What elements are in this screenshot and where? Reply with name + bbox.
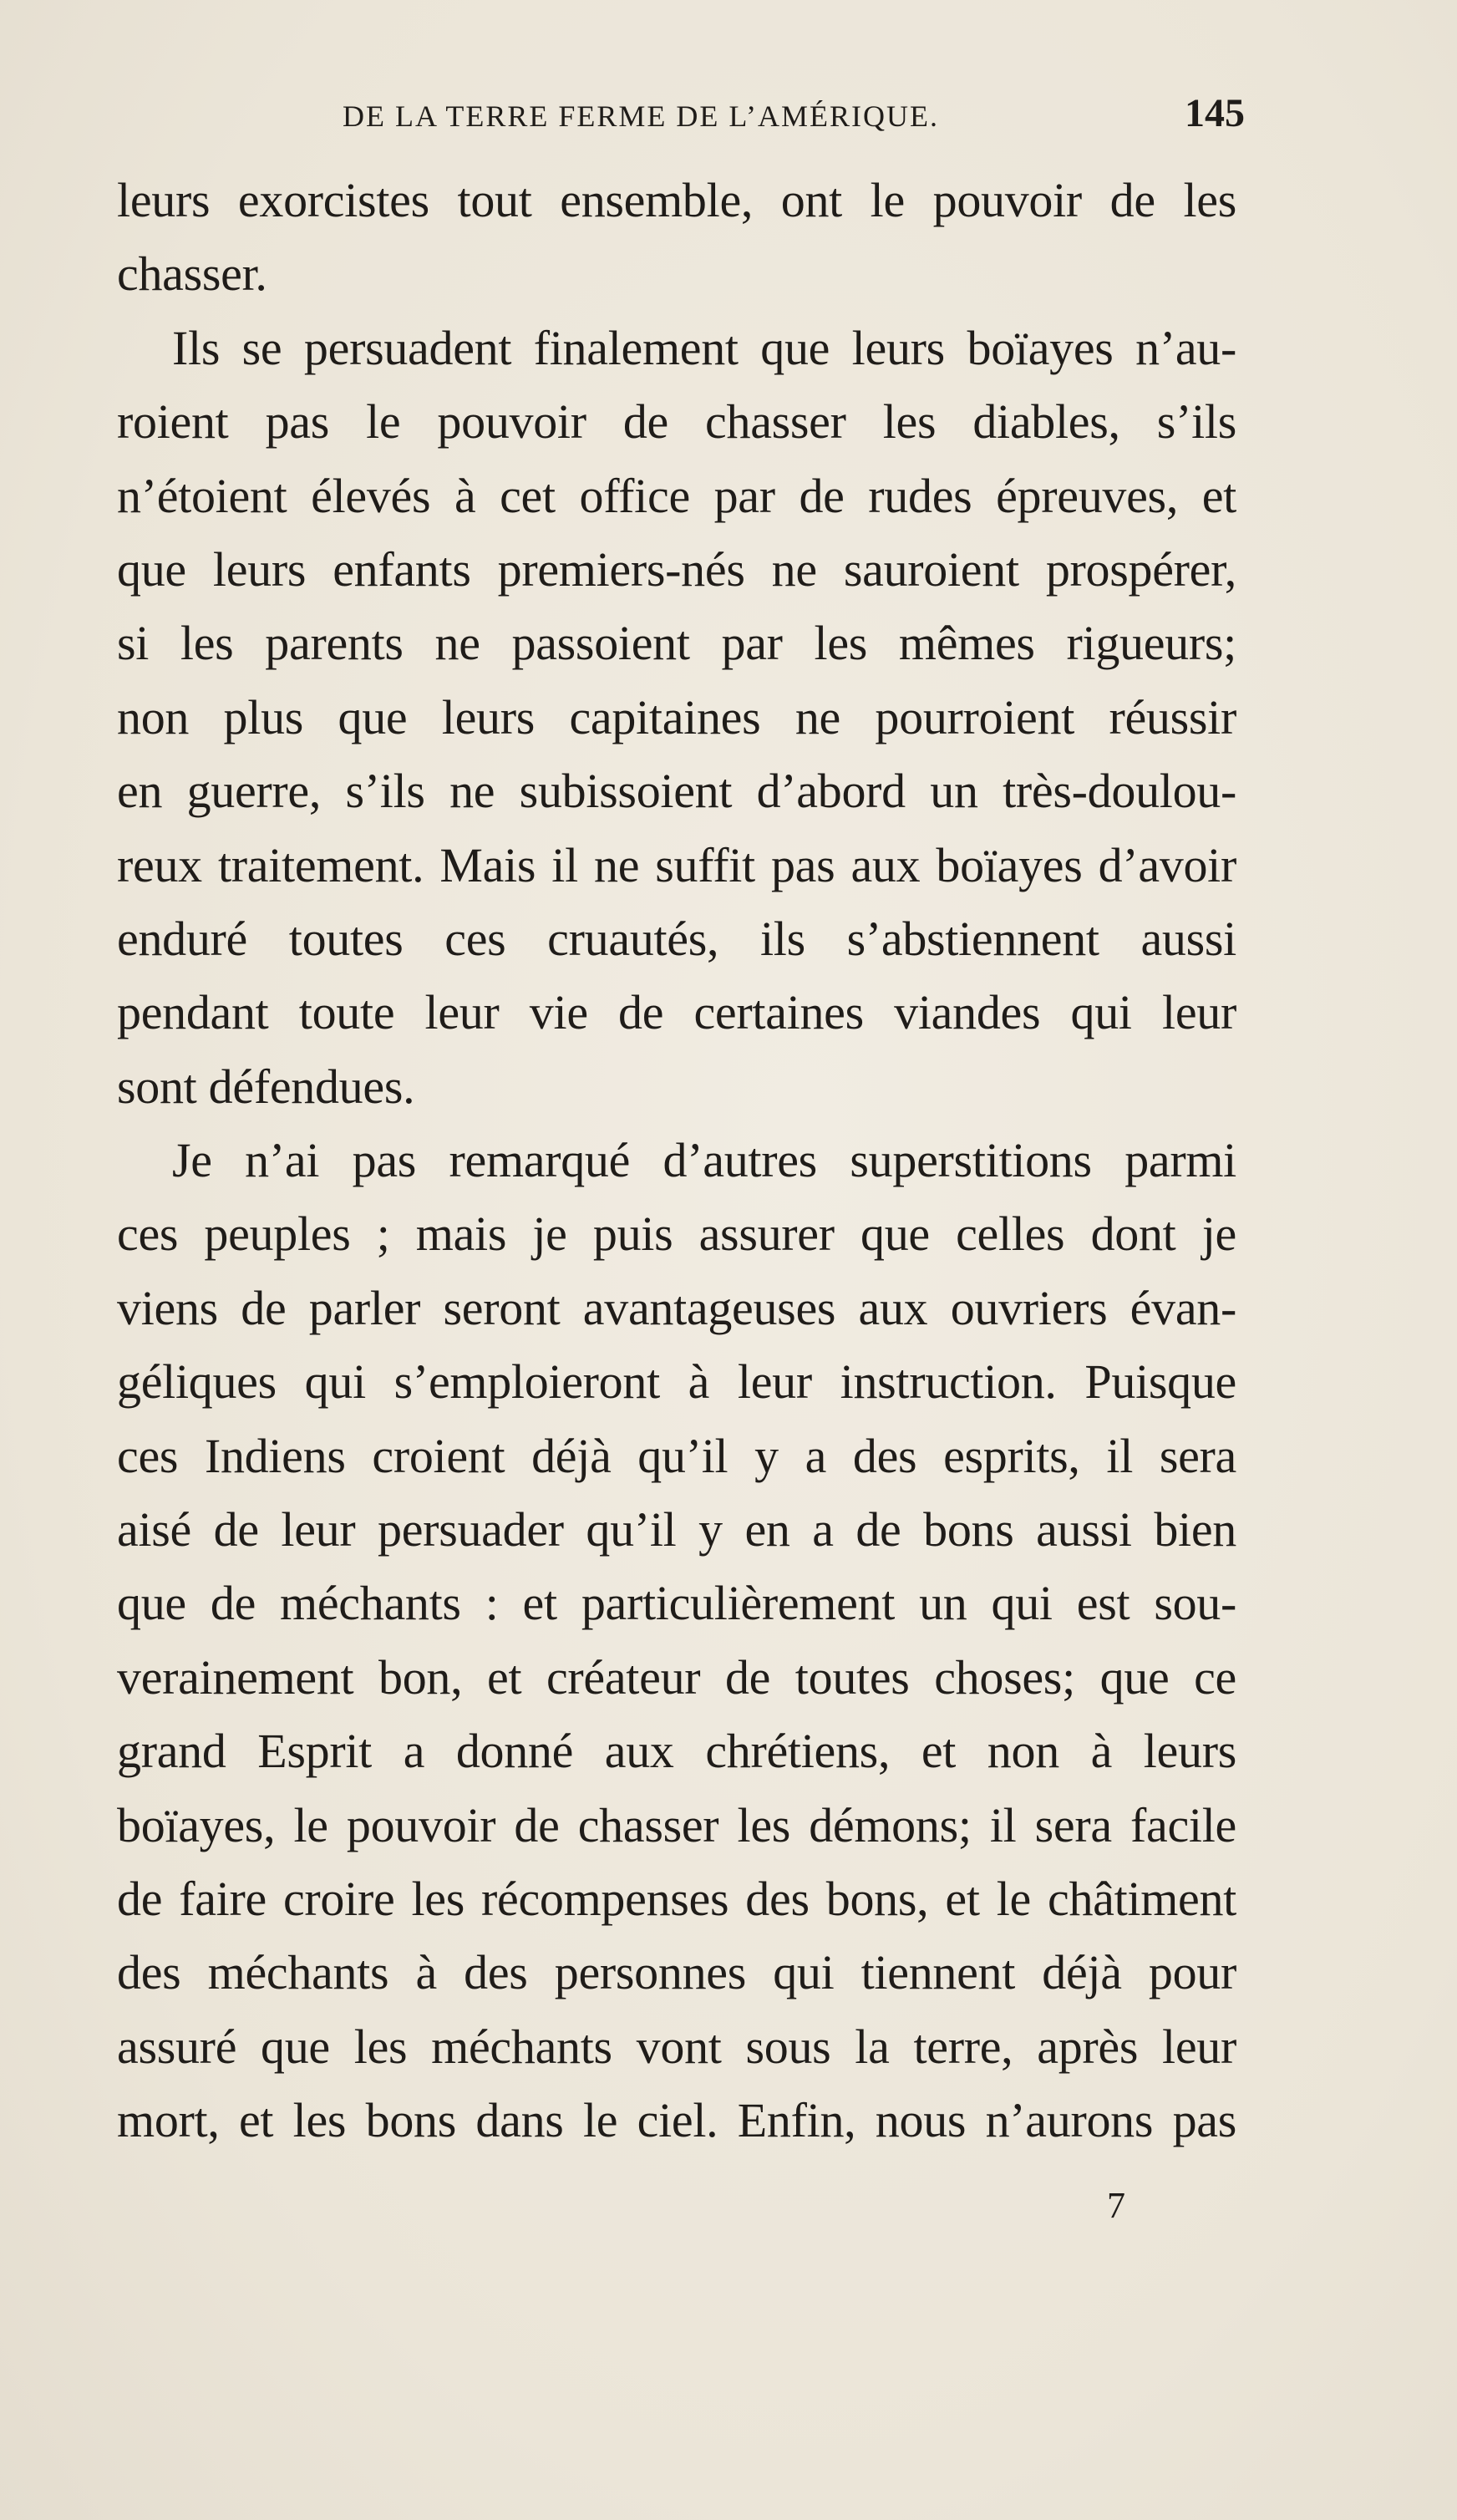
text-line: roient pas le pouvoir de chasser les diables, s’ils [117,394,1236,450]
text-line: verainement bon, et créateur de toutes choses; que ce [117,1649,1236,1705]
body-text [117,164,1236,2158]
text-line: enduré toutes ces cruautés, ils s’abstiennent aussi [117,911,1236,966]
paragraph-first-line: Je n’ai pas remarqué d’autres superstitions parmi [172,1133,1236,1188]
text-line: non plus que leurs capitaines ne pourroient réussir [117,689,1236,744]
text-line: aisé de leur persuader qu’il y en a de bons aussi bien [117,1502,1236,1557]
text-line: assuré que les méchants vont sous la terre, après leur [117,2019,1236,2074]
text-line: que de méchants : et particulièrement un qui est sou- [117,1576,1236,1631]
text-line: sont défendues. [117,1059,415,1114]
text-line: si les parents ne passoient par les mêmes rigueurs; [117,616,1236,671]
text-line: pendant toute leur vie de certaines viandes qui leur [117,985,1236,1040]
running-header [330,90,1245,140]
text-line: en guerre, s’ils ne subissoient d’abord un très-doulou- [117,764,1236,819]
text-line: géliques qui s’emploieront à leur instruction. Puisque [117,1354,1236,1410]
text-line: leurs exorcistes tout ensemble, ont le pouvoir de les [117,173,1236,227]
text-line: reux traitement. Mais il ne suffit pas aux boïayes d’avoir [117,837,1236,892]
running-title: DE LA TERRE FERME DE L’AMÉRIQUE. [343,99,940,133]
text-line: mort, et les bons dans le ciel. Enfin, nous n’aurons pas [117,2093,1236,2148]
text-line: n’étoient élevés à cet office par de rudes épreuves, et [117,468,1236,523]
signature-mark: 7 [1107,2185,1125,2226]
text-line: chasser. [117,246,267,302]
text-line: ces Indiens croient déjà qu’il y a des esprits, il sera [117,1428,1236,1483]
text-line: grand Esprit a donné aux chrétiens, et non à leurs [117,1724,1236,1779]
page-number: 145 [1185,91,1245,135]
paragraph-first-line: Ils se persuadent finalement que leurs boïayes n’au- [172,320,1236,375]
text-line: que leurs enfants premiers-nés ne sauroient prospérer, [117,541,1236,597]
text-line: boïayes, le pouvoir de chasser les démons; il sera facile [117,1797,1236,1852]
text-line: des méchants à des personnes qui tiennent déjà pour [117,1945,1236,2000]
text-line: de faire croire les récompenses des bons, et le châtiment [117,1871,1236,1926]
text-line: ces peuples ; mais je puis assurer que celles dont je [117,1207,1236,1262]
text-line: viens de parler seront avantageuses aux ouvriers évan- [117,1280,1236,1335]
